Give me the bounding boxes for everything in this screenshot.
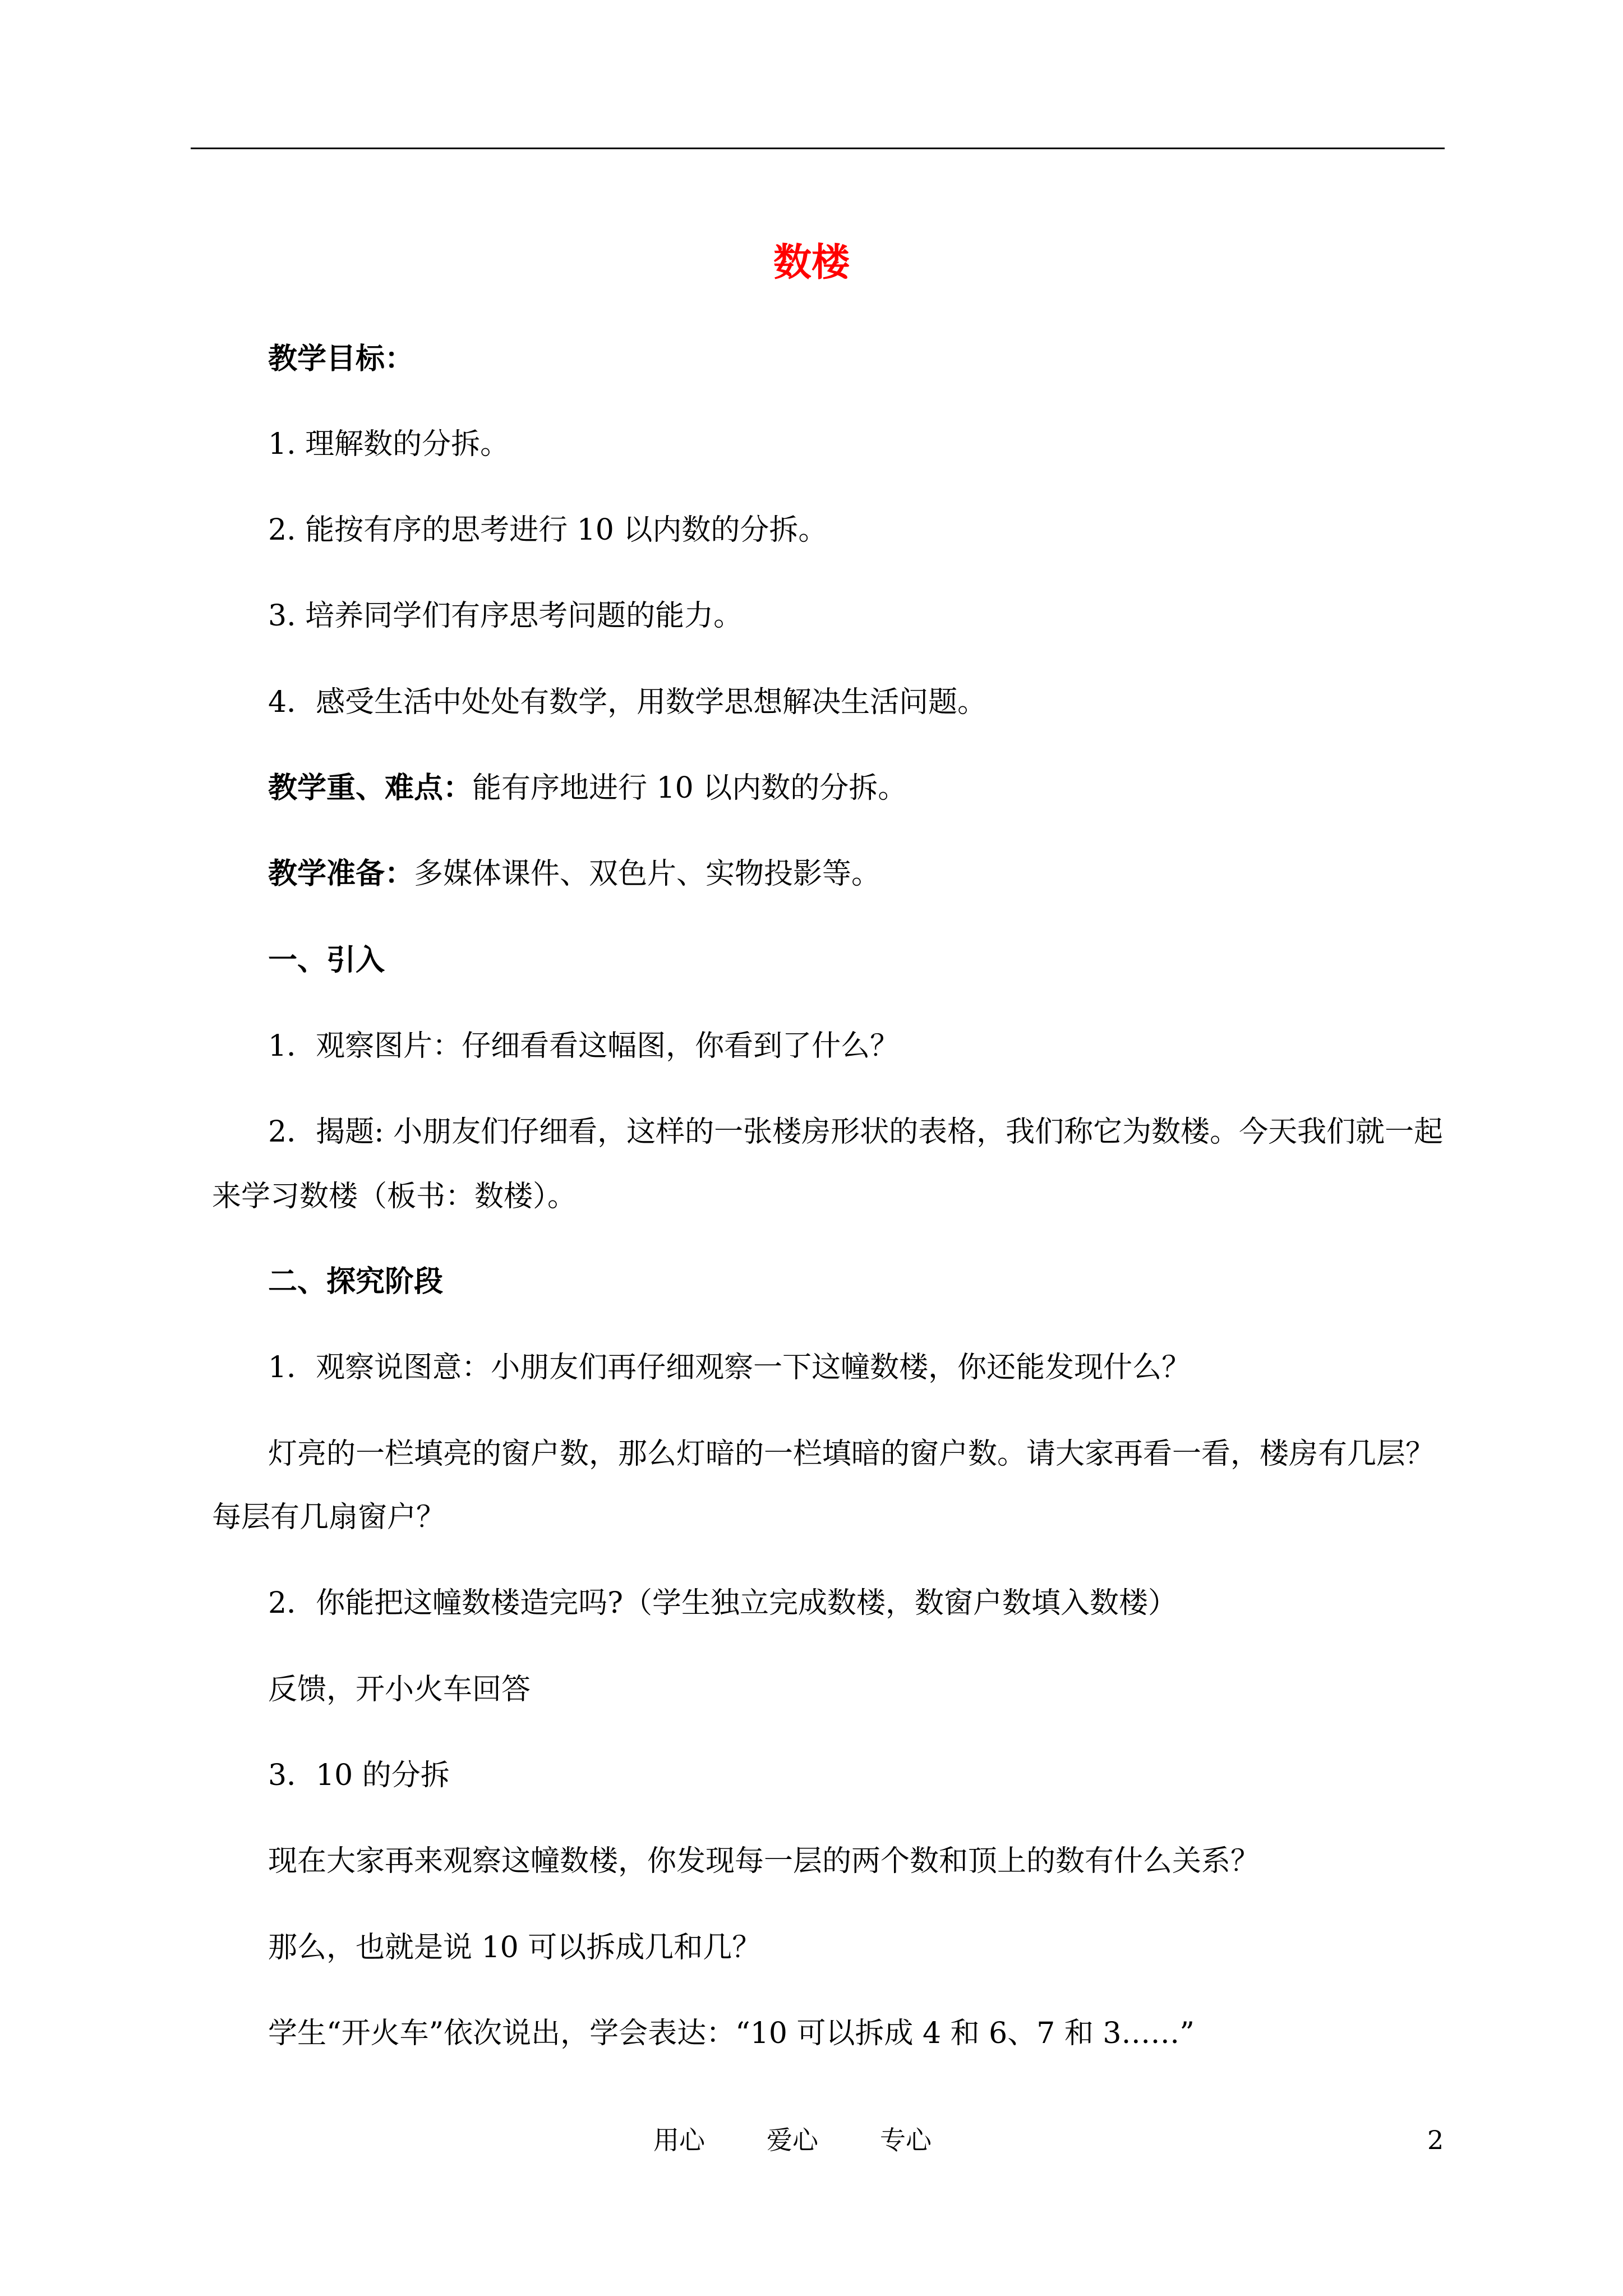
preparation-line xyxy=(268,852,1623,896)
objective-item: 1. 理解数的分拆。 xyxy=(268,427,510,461)
section2-paragraph: 那么，也就是说 10 可以拆成几和几？ xyxy=(268,1931,762,1964)
footer-motto xyxy=(653,2120,932,2160)
header-rule xyxy=(191,148,1445,149)
section2-paragraph: 学生“开火车”依次说出，学会表达：“10 可以拆成 4 和 6、7 和 3……” xyxy=(268,2017,1195,2050)
section2-item: 3．10 的分拆 xyxy=(268,1759,450,1792)
section1-item: 1．观察图片：仔细看看这幅图，你看到了什么？ xyxy=(268,1029,900,1063)
key-points-label: 教学重、难点： xyxy=(268,771,473,805)
section2-paragraph: 现在大家再来观察这幢数楼，你发现每一层的两个数和顶上的数有什么关系？ xyxy=(268,1844,1260,1878)
section2-paragraph-continuation: 每层有几扇窗户？ xyxy=(212,1501,446,1534)
section1-item: 2．揭题: 小朋友们仔细看，这样的一张楼房形状的表格，我们称它为数楼。今天我们就一起 xyxy=(268,1115,1444,1149)
section2-paragraph: 灯亮的一栏填亮的窗户数，那么灯暗的一栏填暗的窗户数。请大家再看一看，楼房有几层？ xyxy=(268,1437,1435,1471)
page-title: 数楼 xyxy=(773,240,850,285)
objective-item: 2. 能按有序的思考进行 10 以内数的分拆。 xyxy=(268,513,828,547)
section1-heading: 一、引入 xyxy=(268,943,385,977)
key-points-line xyxy=(268,766,1623,811)
section2-heading: 二、探究阶段 xyxy=(268,1264,444,1299)
objectives-heading: 教学目标： xyxy=(268,342,414,376)
objective-item: 4．感受生活中处处有数学，用数学思想解决生活问题。 xyxy=(268,685,987,719)
preparation-text: 多媒体课件、双色片、实物投影等。 xyxy=(414,857,881,891)
section2-item: 2．你能把这幢数楼造完吗?（学生独立完成数楼，数窗户数填入数楼） xyxy=(268,1586,1177,1620)
section1-item-continuation: 来学习数楼（板书：数楼）。 xyxy=(212,1180,577,1213)
footer-motto-1: 用心 xyxy=(653,2125,705,2155)
section2-feedback: 反馈，开小火车回答 xyxy=(268,1673,531,1706)
objective-item: 3. 培养同学们有序思考问题的能力。 xyxy=(268,599,743,633)
page-number: 2 xyxy=(1427,2125,1444,2155)
footer-motto-2: 爱心 xyxy=(767,2125,818,2155)
section2-item: 1．观察说图意：小朋友们再仔细观察一下这幢数楼，你还能发现什么？ xyxy=(268,1351,1191,1384)
key-points-text: 能有序地进行 10 以内数的分拆。 xyxy=(472,771,907,805)
preparation-label: 教学准备： xyxy=(268,857,414,891)
footer-motto-3: 专心 xyxy=(880,2125,932,2155)
